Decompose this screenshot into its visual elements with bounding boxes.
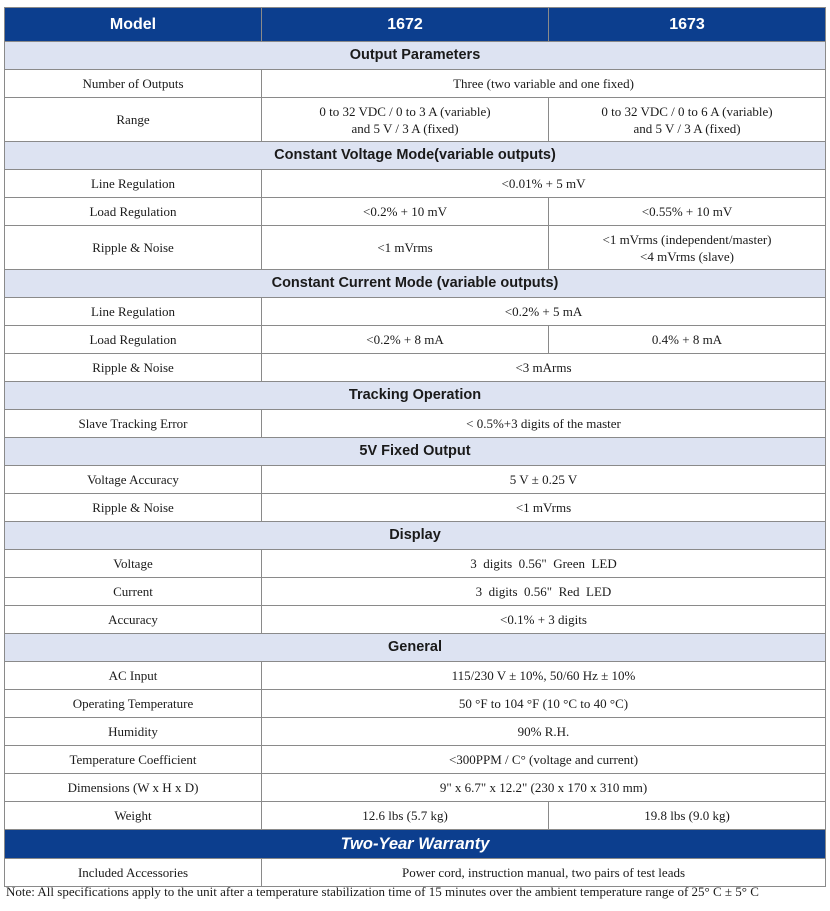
row-label: AC Input [5, 662, 262, 690]
table-row [5, 226, 826, 270]
table-row [5, 550, 826, 578]
row-value: <0.2% + 5 mA [262, 298, 826, 326]
row-value-1672: 12.6 lbs (5.7 kg) [262, 802, 549, 830]
row-label: Humidity [5, 718, 262, 746]
table-row [5, 774, 826, 802]
footnote: Note: All specifications apply to the unit after a temperature stabilization time of 15 minutes over the ambient temperature range of 25° C ± 5° C [6, 884, 759, 899]
table-row [5, 690, 826, 718]
row-label: Temperature Coefficient [5, 746, 262, 774]
section-header [5, 634, 826, 662]
row-label: Voltage [5, 550, 262, 578]
row-value: 9" x 6.7" x 12.2" (230 x 170 x 310 mm) [262, 774, 826, 802]
section-header [5, 42, 826, 70]
table-row [5, 859, 826, 887]
section-tracking-title: Tracking Operation [5, 382, 826, 410]
row-value-1672 [262, 98, 549, 142]
warranty-row [5, 830, 826, 859]
table-row [5, 494, 826, 522]
table-row [5, 326, 826, 354]
range-1673-line1: 0 to 32 VDC / 0 to 6 A (variable) [601, 103, 773, 119]
row-label: Voltage Accuracy [5, 466, 262, 494]
row-label: Slave Tracking Error [5, 410, 262, 438]
section-header [5, 382, 826, 410]
table-row [5, 746, 826, 774]
row-value-1673: 19.8 lbs (9.0 kg) [549, 802, 826, 830]
row-value: Three (two variable and one fixed) [262, 70, 826, 98]
row-value: <0.01% + 5 mV [262, 170, 826, 198]
table-row [5, 578, 826, 606]
row-label: Operating Temperature [5, 690, 262, 718]
section-header [5, 522, 826, 550]
table-row [5, 662, 826, 690]
table-row [5, 410, 826, 438]
table-row [5, 70, 826, 98]
row-label: Weight [5, 802, 262, 830]
row-value: 3 digits 0.56" Red LED [262, 578, 826, 606]
table-row [5, 198, 826, 226]
header-row [5, 8, 826, 42]
row-value: Power cord, instruction manual, two pairs of test leads [262, 859, 826, 887]
row-value: 115/230 V ± 10%, 50/60 Hz ± 10% [262, 662, 826, 690]
row-value: 90% R.H. [262, 718, 826, 746]
row-label: Number of Outputs [5, 70, 262, 98]
section-header [5, 142, 826, 170]
section-header [5, 438, 826, 466]
section-header [5, 270, 826, 298]
row-value: <1 mVrms [262, 494, 826, 522]
row-value: <3 mArms [262, 354, 826, 382]
table-row [5, 354, 826, 382]
model-1673: 1673 [549, 8, 826, 42]
row-value-1672: <1 mVrms [262, 226, 549, 270]
range-1673-line2: and 5 V / 3 A (fixed) [633, 120, 741, 136]
section-5v-title: 5V Fixed Output [5, 438, 826, 466]
row-value-1673 [549, 226, 826, 270]
row-label: Load Regulation [5, 326, 262, 354]
row-value: <300PPM / C° (voltage and current) [262, 746, 826, 774]
row-value-1672: <0.2% + 8 mA [262, 326, 549, 354]
row-label: Included Accessories [5, 859, 262, 887]
table-row [5, 98, 826, 142]
row-label: Dimensions (W x H x D) [5, 774, 262, 802]
row-value-1672: <0.2% + 10 mV [262, 198, 549, 226]
table-row [5, 466, 826, 494]
row-label: Ripple & Noise [5, 226, 262, 270]
model-label: Model [5, 8, 262, 42]
table-row [5, 606, 826, 634]
row-label: Line Regulation [5, 170, 262, 198]
row-label: Ripple & Noise [5, 354, 262, 382]
row-label: Range [5, 98, 262, 142]
table-row [5, 802, 826, 830]
row-label: Line Regulation [5, 298, 262, 326]
table-row [5, 298, 826, 326]
section-general-title: General [5, 634, 826, 662]
row-value: 5 V ± 0.25 V [262, 466, 826, 494]
table-row [5, 170, 826, 198]
row-value-1673: 0.4% + 8 mA [549, 326, 826, 354]
row-value-1673 [549, 98, 826, 142]
section-display-title: Display [5, 522, 826, 550]
ripple-1673-line2: <4 mVrms (slave) [640, 248, 734, 264]
warranty-label: Two-Year Warranty [5, 830, 826, 859]
row-value: <0.1% + 3 digits [262, 606, 826, 634]
row-label: Accuracy [5, 606, 262, 634]
row-label: Current [5, 578, 262, 606]
row-label: Ripple & Noise [5, 494, 262, 522]
table-row [5, 718, 826, 746]
range-1672-line1: 0 to 32 VDC / 0 to 3 A (variable) [319, 103, 491, 119]
row-value-1673: <0.55% + 10 mV [549, 198, 826, 226]
range-1672-line2: and 5 V / 3 A (fixed) [351, 120, 459, 136]
ripple-1673-line1: <1 mVrms (independent/master) [602, 231, 772, 247]
section-output-title: Output Parameters [5, 42, 826, 70]
spec-table [4, 7, 826, 887]
row-value: < 0.5%+3 digits of the master [262, 410, 826, 438]
section-cv-title: Constant Voltage Mode(variable outputs) [5, 142, 826, 170]
row-label: Load Regulation [5, 198, 262, 226]
row-value: 3 digits 0.56" Green LED [262, 550, 826, 578]
row-value: 50 °F to 104 °F (10 °C to 40 °C) [262, 690, 826, 718]
model-1672: 1672 [262, 8, 549, 42]
section-cc-title: Constant Current Mode (variable outputs) [5, 270, 826, 298]
